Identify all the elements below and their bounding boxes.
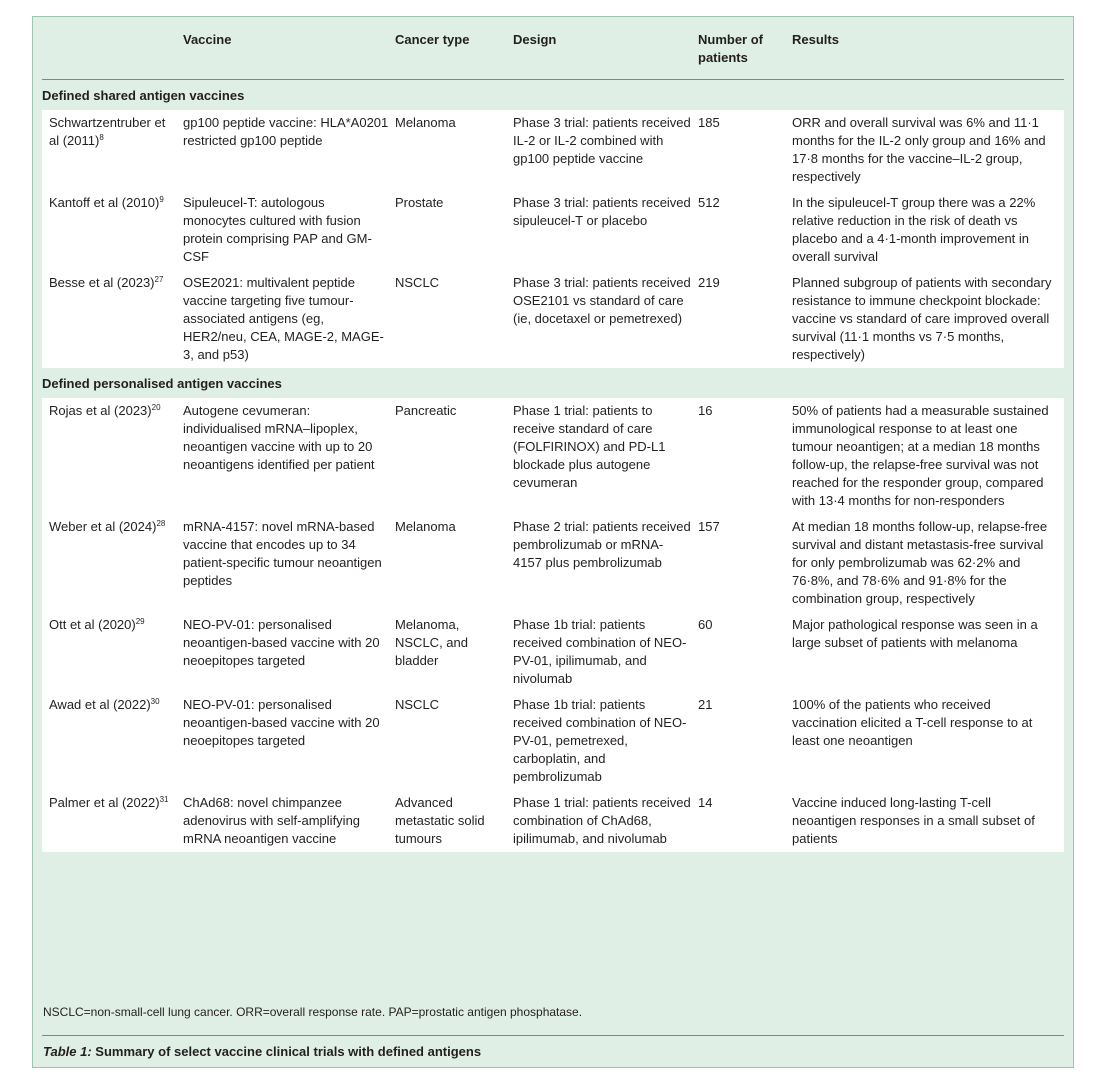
cell-patients: 21 [698, 692, 792, 790]
cell-cancer-type: Melanoma [395, 110, 513, 190]
header-vaccine: Vaccine [183, 21, 395, 80]
table-panel [32, 16, 1074, 1068]
cell-design: Phase 3 trial: patients received OSE2101 vs standard of care (ie, docetaxel or pemetrexed) [513, 270, 698, 368]
table-body [42, 80, 1064, 853]
cell-design: Phase 1 trial: patients to receive standard of care (FOLFIRINOX) and PD-L1 blockade plus autogene cevumeran [513, 398, 698, 514]
study-citation: Ott et al (2020) [49, 617, 136, 632]
cell-design: Phase 1b trial: patients received combination of NEO-PV-01, pemetrexed, carboplatin, and pembrolizumab [513, 692, 698, 790]
caption-label: Table 1: [43, 1044, 92, 1059]
cell-patients: 185 [698, 110, 792, 190]
reference-number: 8 [99, 133, 104, 142]
study-citation: Rojas et al (2023) [49, 403, 152, 418]
cell-design: Phase 1 trial: patients received combination of ChAd68, ipilimumab, and nivolumab [513, 790, 698, 852]
cell-study [42, 270, 183, 368]
reference-number: 31 [159, 795, 169, 804]
cell-patients: 219 [698, 270, 792, 368]
cell-results: 50% of patients had a measurable sustained immunological response to at least one tumour neoantigen; at a median 18 months follow-up, the relapse-free survival was not reached for the responder group, compared with 13·4 months for non-responders [792, 398, 1064, 514]
cell-vaccine: gp100 peptide vaccine: HLA*A0201 restricted gp100 peptide [183, 110, 395, 190]
reference-number: 28 [156, 519, 166, 528]
cell-cancer-type: Prostate [395, 190, 513, 270]
study-citation: Besse et al (2023) [49, 275, 155, 290]
header-results: Results [792, 21, 1064, 80]
cell-design: Phase 3 trial: patients received IL-2 or IL-2 combined with gp100 peptide vaccine [513, 110, 698, 190]
cell-cancer-type: NSCLC [395, 270, 513, 368]
cell-cancer-type: Melanoma, NSCLC, and bladder [395, 612, 513, 692]
header-design: Design [513, 21, 698, 80]
cell-results: Vaccine induced long-lasting T-cell neoantigen responses in a small subset of patients [792, 790, 1064, 852]
cell-vaccine: NEO-PV-01: personalised neoantigen-based vaccine with 20 neoepitopes targeted [183, 612, 395, 692]
table-row [42, 790, 1064, 852]
table-footnote: NSCLC=non-small-cell lung cancer. ORR=overall response rate. PAP=prostatic antigen phosphatase. [43, 1005, 583, 1019]
cell-results: ORR and overall survival was 6% and 11·1 months for the IL-2 only group and 16% and 17·8 months for the vaccine–IL-2 group, respectively [792, 110, 1064, 190]
cell-vaccine: Autogene cevumeran: individualised mRNA–lipoplex, neoantigen vaccine with up to 20 neoantigens identified per patient [183, 398, 395, 514]
caption-divider [42, 1035, 1064, 1036]
section-header-row [42, 368, 1064, 398]
header-study [42, 21, 183, 80]
section-title: Defined shared antigen vaccines [42, 88, 245, 103]
section-title: Defined personalised antigen vaccines [42, 376, 282, 391]
cell-patients: 16 [698, 398, 792, 514]
cell-patients: 14 [698, 790, 792, 852]
study-citation: Schwartzentruber et al (2011) [49, 115, 166, 148]
table-caption [43, 1043, 481, 1061]
header-cancer-type: Cancer type [395, 21, 513, 80]
table-row [42, 612, 1064, 692]
cell-cancer-type: NSCLC [395, 692, 513, 790]
reference-number: 29 [135, 617, 145, 626]
cell-study [42, 790, 183, 852]
cell-vaccine: NEO-PV-01: personalised neoantigen-based vaccine with 20 neoepitopes targeted [183, 692, 395, 790]
table-row [42, 398, 1064, 514]
section-header-row [42, 80, 1064, 111]
cell-cancer-type: Pancreatic [395, 398, 513, 514]
cell-vaccine: OSE2021: multivalent peptide vaccine targeting five tumour-associated antigens (eg, HER2/neu, CEA, MAGE-2, MAGE-3, and p53) [183, 270, 395, 368]
cell-vaccine: ChAd68: novel chimpanzee adenovirus with self-amplifying mRNA neoantigen vaccine [183, 790, 395, 852]
study-citation: Kantoff et al (2010) [49, 195, 160, 210]
cell-design: Phase 1b trial: patients received combination of NEO-PV-01, ipilimumab, and nivolumab [513, 612, 698, 692]
reference-number: 20 [151, 403, 161, 412]
cell-study [42, 398, 183, 514]
cell-design: Phase 3 trial: patients received sipuleucel-T or placebo [513, 190, 698, 270]
cell-vaccine: Sipuleucel-T: autologous monocytes cultured with fusion protein comprising PAP and GM-CSF [183, 190, 395, 270]
cell-patients: 60 [698, 612, 792, 692]
cell-study [42, 110, 183, 190]
cell-results: At median 18 months follow-up, relapse-free survival and distant metastasis-free survival for only pembrolizumab was 62·2% and 76·8%, and 78·6% and 91·8% for the combination group, respectively [792, 514, 1064, 612]
header-patients-line2: patients [698, 50, 748, 65]
study-citation: Weber et al (2024) [49, 519, 157, 534]
cell-results: 100% of the patients who received vaccination elicited a T-cell response to at least one neoantigen [792, 692, 1064, 790]
reference-number: 27 [154, 275, 164, 284]
cell-cancer-type: Melanoma [395, 514, 513, 612]
cell-design: Phase 2 trial: patients received pembrolizumab or mRNA-4157 plus pembrolizumab [513, 514, 698, 612]
study-citation: Palmer et al (2022) [49, 795, 160, 810]
table-row [42, 190, 1064, 270]
cell-study [42, 612, 183, 692]
cell-study [42, 692, 183, 790]
table-row [42, 270, 1064, 368]
header-patients-line1: Number of [698, 32, 763, 47]
reference-number: 30 [150, 697, 160, 706]
cell-vaccine: mRNA-4157: novel mRNA-based vaccine that encodes up to 34 patient-specific tumour neoantigen peptides [183, 514, 395, 612]
cell-results: Major pathological response was seen in a large subset of patients with melanoma [792, 612, 1064, 692]
vaccine-trials-table [42, 21, 1064, 852]
table-row [42, 110, 1064, 190]
cell-cancer-type: Advanced metastatic solid tumours [395, 790, 513, 852]
study-citation: Awad et al (2022) [49, 697, 151, 712]
cell-results: Planned subgroup of patients with secondary resistance to immune checkpoint blockade: vaccine vs standard of care improved overall survival (11·1 months vs 7·5 months, respectively) [792, 270, 1064, 368]
caption-text: Summary of select vaccine clinical trials with defined antigens [91, 1044, 482, 1059]
cell-study [42, 514, 183, 612]
cell-patients: 512 [698, 190, 792, 270]
table-row [42, 692, 1064, 790]
header-row [42, 21, 1064, 80]
reference-number: 9 [159, 195, 164, 204]
cell-results: In the sipuleucel-T group there was a 22% relative reduction in the risk of death vs placebo and a 4·1-month improvement in overall survival [792, 190, 1064, 270]
cell-study [42, 190, 183, 270]
cell-patients: 157 [698, 514, 792, 612]
header-patients [698, 21, 792, 80]
table-row [42, 514, 1064, 612]
